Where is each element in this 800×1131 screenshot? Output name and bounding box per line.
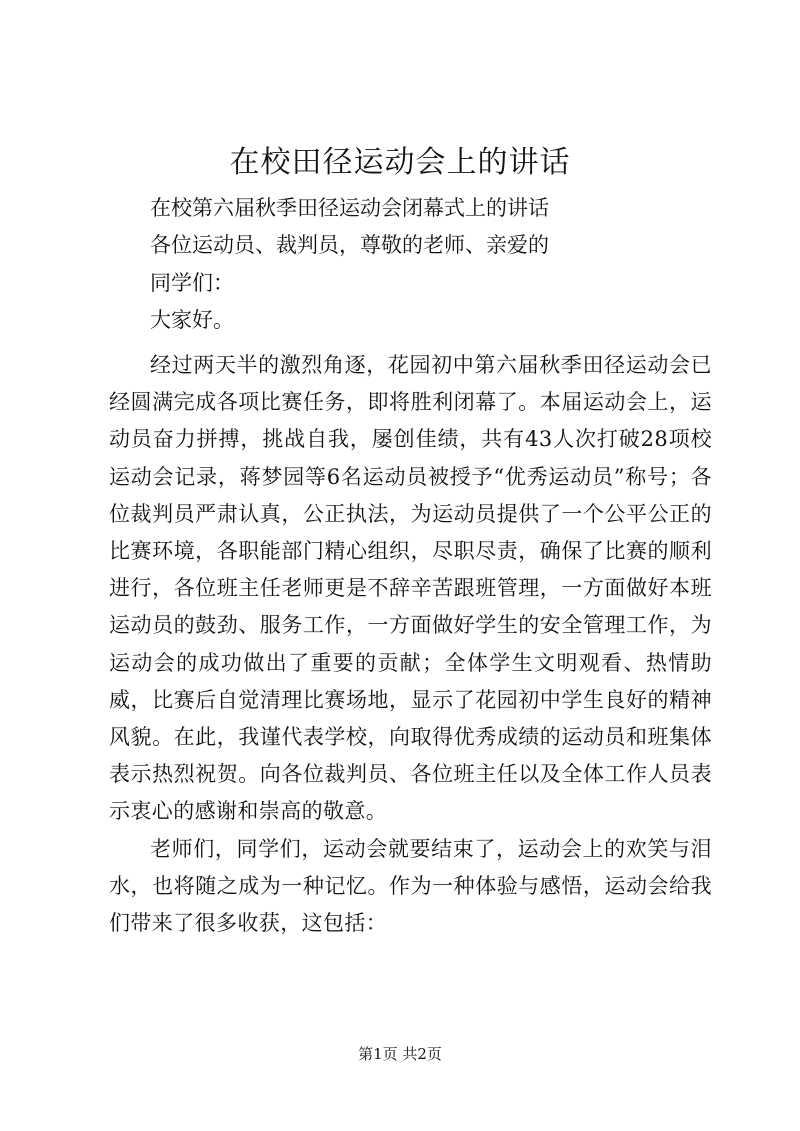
- body-paragraph-2: 老师们，同学们，运动会就要结束了，运动会上的欢笑与泪水，也将随之成为一种记忆。作为一种体验与感悟，运动会给我们带来了很多收获，这包括：: [109, 837, 712, 936]
- greeting-line-1: 各位运动员、裁判员，尊敬的老师、亲爱的: [150, 233, 549, 257]
- greeting-line-2: 同学们：: [150, 271, 234, 295]
- page-title: 在校田径运动会上的讲话: [229, 145, 571, 180]
- page-footer: 第1页 共2页: [358, 1045, 442, 1063]
- body-paragraph-1: 经过两天半的激烈角逐，花园初中第六届秋季田径运动会已经圆满完成各项比赛任务，即将胜利闭幕了。本届运动会上，运动员奋力拼搏，挑战自我，屡创佳绩，共有43人次打破28项校运动会记录，蒋梦园等6名运动员被授予“优秀运动员”称号；各位裁判员严肃认真，公正执法，为运动员提供了一个公平公正的比赛环境，各职能部门精心组织，尽职尽责，确保了比赛的顺利进行，各位班主任老师更是不辞辛苦跟班管理，一方面做好本班运动员的鼓劲、服务工作，一方面做好学生的安全管理工作，为运动会的成功做出了重要的贡献；全体学生文明观看、热情助威，比赛后自觉清理比赛场地，显示了花园初中学生良好的精神风貌。在此，我谨代表学校，向取得优秀成绩的运动员和班集体表示热烈祝贺。向各位裁判员、各位班主任以及全体工作人员表示衷心的感谢和崇高的敬意。: [109, 353, 712, 824]
- hello-line: 大家好。: [150, 308, 234, 332]
- subtitle: 在校第六届秋季田径运动会闭幕式上的讲话: [150, 196, 549, 220]
